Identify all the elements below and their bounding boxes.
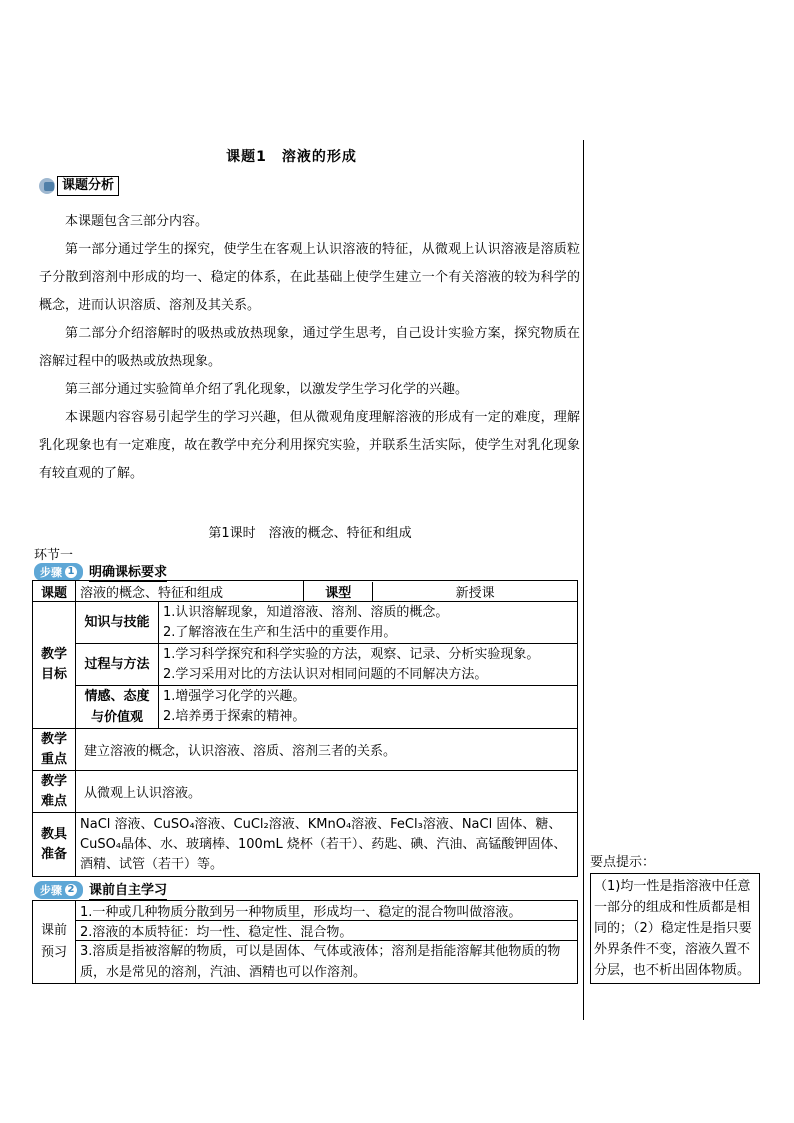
intro-paragraph: 第三部分通过实验简单介绍了乳化现象，以激发学生学习化学的兴趣。 <box>65 382 469 397</box>
goal-item: 1.认识溶解现象，知道溶液、溶剂、溶质的概念。 <box>163 604 449 620</box>
step-2-header <box>34 879 167 900</box>
step-1-header <box>34 561 167 582</box>
goal-item: 1.学习科学探究和科学实验的方法，观察、记录、分析实验现象。 <box>163 646 540 662</box>
difficulty-value: 从微观上认识溶液。 <box>76 771 578 813</box>
badge-label: 课题分析 <box>57 176 119 196</box>
note-body: （1)均一性是指溶液中任意一部分的组成和性质都是相同的；（2）稳定性是指只要外界条件不变，溶液久置不分层，也不析出固体物质。 <box>590 873 760 984</box>
difficulty-label: 教学难点 <box>33 771 76 813</box>
key-points-note <box>590 852 760 984</box>
book-icon <box>37 176 59 196</box>
goal-item: 2.学习采用对比的方法认识对相同问题的不同解决方法。 <box>163 666 488 682</box>
preview-row: 2.溶液的本质特征：均一性、稳定性、混合物。 <box>76 921 578 941</box>
lesson-title: 第1课时 溶液的概念、特征和组成 <box>208 526 412 541</box>
goal-category: 情感、态度与价值观 <box>76 686 159 729</box>
key-label: 教学重点 <box>33 729 76 771</box>
goals-label: 教学目标 <box>33 602 76 729</box>
preview-table <box>32 900 578 984</box>
topic-value: 溶液的概念、特征和组成 <box>76 581 304 602</box>
goal-category: 知识与技能 <box>76 602 159 644</box>
intro-paragraph: 本课题包含三部分内容。 <box>65 214 209 229</box>
type-value: 新授课 <box>455 585 495 601</box>
goal-category: 过程与方法 <box>76 644 159 686</box>
section-label: 环节一 <box>34 548 74 563</box>
tools-value: NaCl 溶液、CuSO₄溶液、CuCl₂溶液、KMnO₄溶液、FeCl₃溶液、NaCl 固体、糖、CuSO₄晶体、水、玻璃棒、100mL 烧杯（若干）、药匙、碘、汽油、高锰酸钾固体、酒精、试管（若干）等。 <box>76 813 578 877</box>
intro-text <box>39 208 580 488</box>
goal-item: 2.了解溶液在生产和生活中的重要作用。 <box>163 624 397 640</box>
goal-item: 1.增强学习化学的兴趣。 <box>163 689 306 704</box>
intro-paragraph: 第一部分通过学生的探究，使学生在客观上认识溶液的特征，从微观上认识溶液是溶质粒子分散到溶剂中形成的均一、稳定的体系，在此基础上使学生建立一个有关溶液的较为科学的概念，进而认识溶质、溶剂及其关系。 <box>39 242 580 313</box>
type-label: 课型 <box>304 582 373 601</box>
step-label: 明确课标要求 <box>89 561 167 582</box>
preview-row: 3.溶质是指被溶解的物质，可以是固体、气体或液体；溶剂是指能溶解其他物质的物质，水是常见的溶剂，汽油、酒精也可以作溶剂。 <box>76 941 578 984</box>
step-label: 课前自主学习 <box>89 879 167 900</box>
step-pill: 步骤 1 <box>34 563 83 581</box>
course-requirements-table <box>32 580 578 877</box>
intro-paragraph: 本课题内容容易引起学生的学习兴趣，但从微观角度理解溶液的形成有一定的难度，理解乳化现象也有一定难度，故在教学中充分利用探究实验，并联系生活实际，使学生对乳化现象有较直观的了解。 <box>39 410 580 481</box>
step-pill: 步骤 2 <box>34 881 83 899</box>
tools-label: 教具准备 <box>33 813 76 877</box>
topic-label: 课题 <box>33 581 76 602</box>
intro-paragraph: 第二部分介绍溶解时的吸热或放热现象，通过学生思考，自己设计实验方案，探究物质在溶解过程中的吸热或放热现象。 <box>39 326 580 369</box>
key-value: 建立溶液的概念，认识溶液、溶质、溶剂三者的关系。 <box>76 729 578 771</box>
preview-label: 课前预习 <box>33 901 76 984</box>
page-title: 课题1 溶液的形成 <box>226 149 357 165</box>
note-heading: 要点提示： <box>590 855 656 870</box>
goal-item: 2.培养勇于探索的精神。 <box>163 709 306 724</box>
margin-divider <box>583 140 584 1020</box>
preview-row: 1.一种或几种物质分散到另一种物质里，形成均一、稳定的混合物叫做溶液。 <box>76 901 578 921</box>
section-badge <box>37 176 119 196</box>
